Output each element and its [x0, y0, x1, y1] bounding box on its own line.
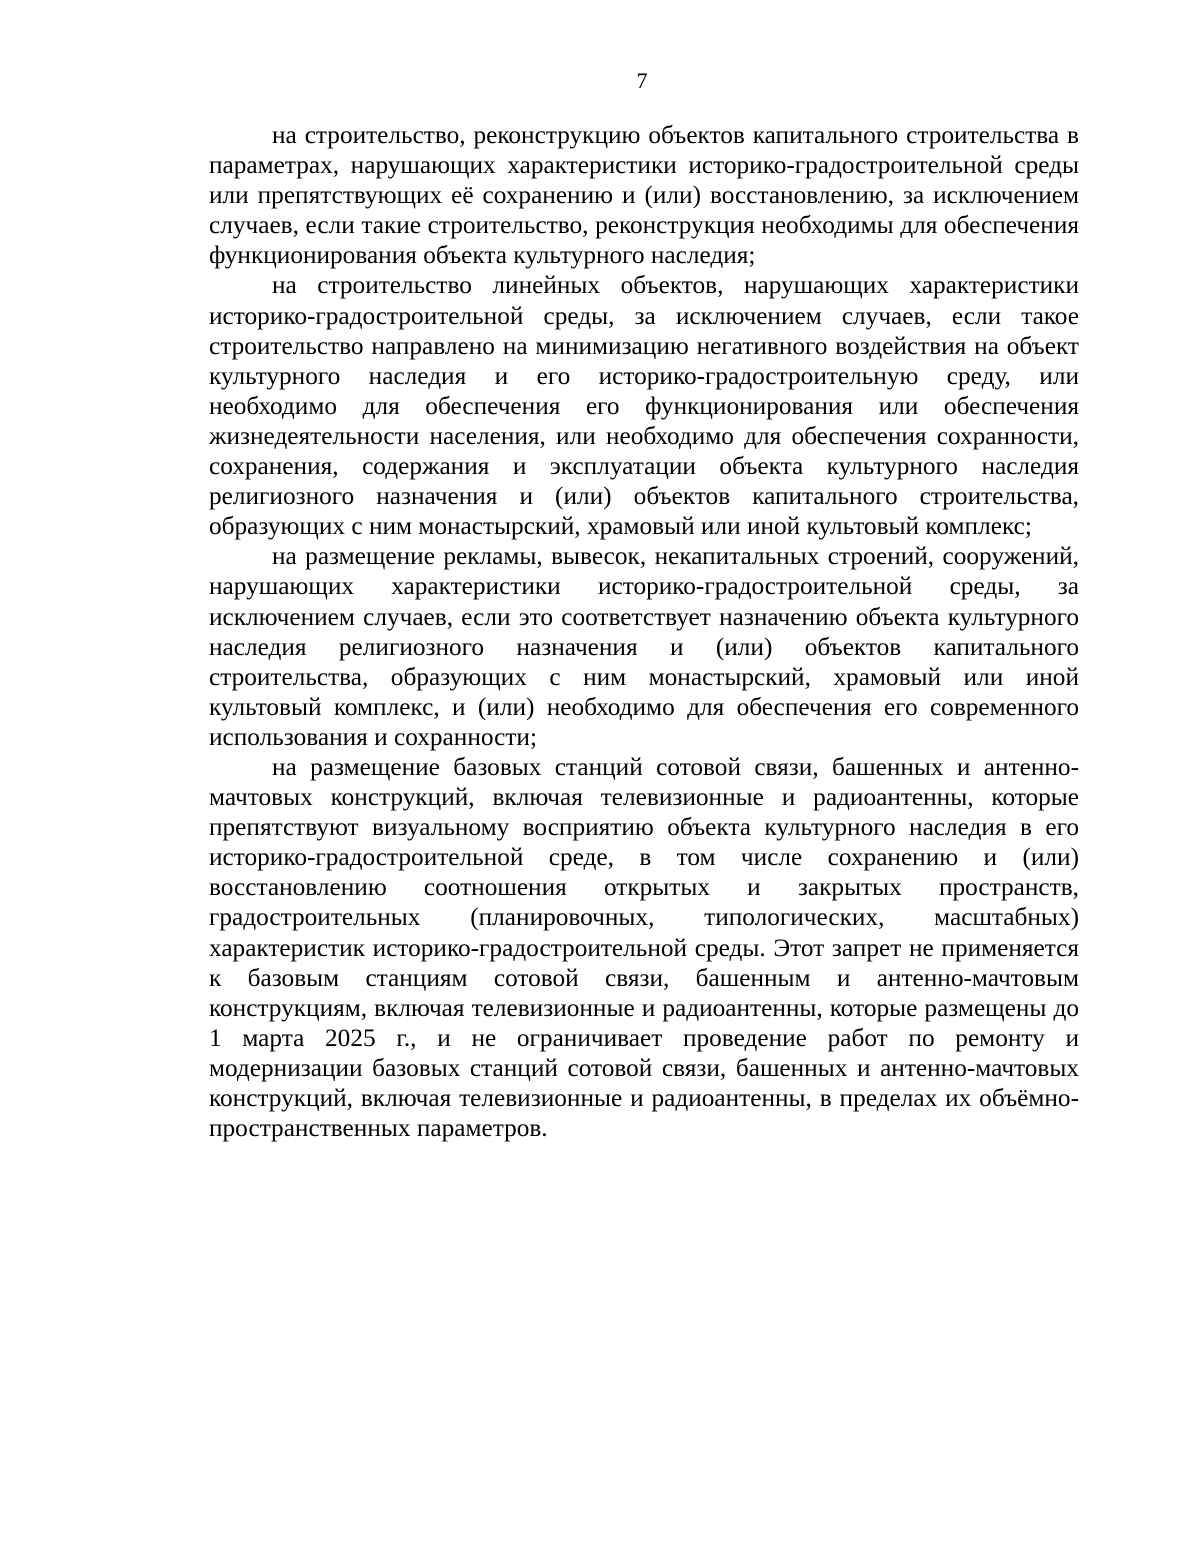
paragraph-linear-objects: на строительство линейных объектов, нарушающих характеристики историко-градостроительной среды, за исключением случаев, если такое строительство направлено на минимизацию негативного воздействия на объект культурного наследия и его историко-градостроительную среду, или необходимо для обеспечения его функционирования или обеспечения жизнедеятельности населения, или необходимо для обеспечения сохранности, сохранения, содержания и эксплуатации объекта культурного наследия религиозного назначения и (или) объектов капитального строительства, образующих с ним монастырский, храмовый или иной культовый комплекс;	[209, 271, 1079, 541]
paragraph-cellular-stations: на размещение базовых станций сотовой связи, башенных и антенно-мачтовых конструкций, включая телевизионные и радиоантенны, которые препятствуют визуальному восприятию объекта культурного наследия в его историко-градостроительной среде, в том числе сохранению и (или) восстановлению соотношения открытых и закрытых пространств, градостроительных (планировочных, типологических, масштабных) характеристик историко-градостроительной среды. Этот запрет не применяется к базовым станциям сотовой связи, башенным и антенно-мачтовым конструкциям, включая телевизионные и радиоантенны, которые размещены до 1 марта 2025 г., и не ограничивает проведение работ по ремонту и модернизации базовых станций сотовой связи, башенных и антенно-мачтовых конструкций, включая телевизионные и радиоантенны, в пределах их объёмно-пространственных параметров.	[209, 752, 1079, 1143]
paragraph-advertising: на размещение рекламы, вывесок, некапитальных строений, сооружений, нарушающих характеристики историко-градостроительной среды, за исключением случаев, если это соответствует назначению объекта культурного наследия религиозного назначения и (или) объектов капитального строительства, образующих с ним монастырский, храмовый или иной культовый комплекс, и (или) необходимо для обеспечения его современного использования и сохранности;	[209, 542, 1079, 751]
document-body	[209, 120, 1079, 1143]
paragraph-capital-construction: на строительство, реконструкцию объектов капитального строительства в параметрах, нарушающих характеристики историко-градостроительной среды или препятствующих её сохранению и (или) восстановлению, за исключением случаев, если такие строительство, реконструкция необходимы для обеспечения функционирования объекта культурного наследия;	[209, 121, 1079, 270]
page-number: 7	[636, 68, 648, 93]
